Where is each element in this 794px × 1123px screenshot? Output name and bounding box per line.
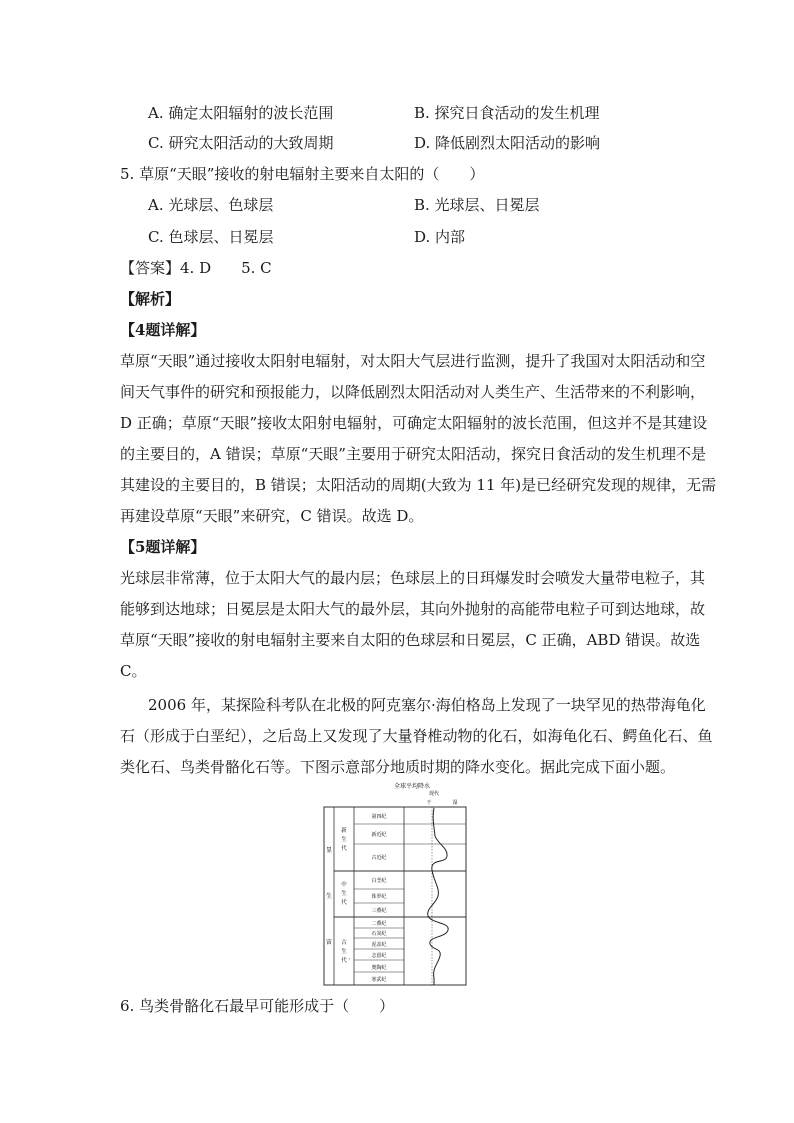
q4-detail-line: 的主要目的，A 错误；草原“天眼”主要用于研究太阳活动，探究日食活动的发生机理不是 [120, 445, 706, 463]
passage-line: 石（形成于白垩纪），之后岛上又发现了大量脊椎动物的化石，如海龟化石、鳄鱼化石、鱼 [120, 727, 713, 745]
era-label: 生 [341, 891, 347, 897]
q4-option-d: D. 降低剧烈太阳活动的影响 [414, 134, 601, 152]
q5-detail-label: 【5题详解】 [120, 538, 206, 556]
eon-label: 显 [325, 847, 333, 854]
precipitation-curve [428, 808, 448, 985]
q5-option-c: C. 色球层、日冕层 [148, 228, 274, 246]
q4-detail-label: 【4题详解】 [120, 321, 206, 339]
q4-detail-line: 再建设草原“天眼”来研究，C 错误。故选 D。 [120, 507, 424, 525]
era-label: 代 [341, 900, 347, 906]
figure-label-wet: 湿 [452, 800, 458, 806]
geologic-precipitation-figure [322, 778, 470, 988]
eon-label: 宙 [325, 939, 333, 946]
era-label: 中 [341, 882, 347, 888]
period-label: 寒武纪 [371, 977, 387, 983]
q4-detail-line: 其建设的主要目的，B 错误；太阳活动的周期(大致为 11 年)是已经研究发现的规律，无需 [120, 476, 717, 494]
q5-option-b: B. 光球层、日冕层 [414, 196, 540, 214]
q4-detail-line: D 正确；草原“天眼”接收太阳射电辐射，可确定太阳辐射的波长范围，但这并不是其建设 [120, 414, 708, 432]
q4-detail-line: 草原“天眼”通过接收太阳射电辐射，对太阳大气层进行监测，提升了我国对太阳活动和空 [120, 352, 706, 370]
q5-stem: 5. 草原“天眼”接收的射电辐射主要来自太阳的（ ） [120, 165, 485, 183]
period-label: 侏罗纪 [371, 894, 387, 900]
period-label: 泥盆纪 [371, 942, 387, 948]
answer-line: 【答案】4. D 5. C [120, 259, 272, 277]
era-label: 新 [341, 828, 347, 834]
period-label: 奥陶纪 [371, 965, 387, 971]
figure-header-top: 全球平均降水 [393, 783, 431, 790]
passage-line: 类化石、鸟类骨骼化石等。下图示意部分地质时期的降水变化。据此完成下面小题。 [120, 758, 676, 776]
figure-label-dry: 干 [426, 800, 432, 806]
analysis-label: 【解析】 [120, 290, 181, 308]
q5-option-d: D. 内部 [414, 228, 466, 246]
q4-option-c: C. 研究太阳活动的大致周期 [148, 134, 334, 152]
eon-label: 生 [325, 893, 333, 900]
period-label: 古近纪 [371, 855, 387, 861]
period-label: 志留纪 [371, 953, 387, 959]
q5-detail-line: 光球层非常薄，位于太阳大气的最内层；色球层上的日珥爆发时会喷发大量带电粒子，其 [120, 569, 706, 587]
q5-option-a: A. 光球层、色球层 [148, 196, 274, 214]
q4-detail-line: 间天气事件的研究和预报能力，以降低剧烈太阳活动对人类生产、生活带来的不利影响， [120, 383, 706, 401]
q6-stem: 6. 鸟类骨骼化石最早可能形成于（ ） [120, 997, 395, 1015]
figure-header-mid: 现代 [428, 791, 440, 797]
period-label: 三叠纪 [371, 908, 387, 914]
period-label: 新近纪 [371, 832, 387, 838]
q4-option-b: B. 探究日食活动的发生机理 [414, 104, 600, 122]
q5-detail-line: 草原“天眼”接收的射电辐射主要来自太阳的色球层和日冕层，C 正确，ABD 错误。故选 [120, 631, 701, 649]
era-label: 代 [341, 846, 347, 852]
period-label: 第四纪 [371, 814, 387, 820]
q5-detail-line: C。 [120, 662, 147, 680]
figure-tick-mark: 、 [348, 955, 354, 961]
era-label: 生 [341, 949, 347, 955]
passage-line: 2006 年，某探险科考队在北极的阿克塞尔·海伯格岛上发现了一块罕见的热带海龟化 [148, 696, 706, 714]
era-label: 代 [341, 958, 347, 964]
q5-detail-line: 能够到达地球；日冕层是太阳大气的最外层，其向外抛射的高能带电粒子可到达地球，故 [120, 600, 706, 618]
period-label: 二叠纪 [371, 921, 387, 927]
era-label: 生 [341, 837, 347, 843]
period-label: 石炭纪 [371, 931, 387, 937]
q4-option-a: A. 确定太阳辐射的波长范围 [148, 104, 334, 122]
era-label: 古 [341, 940, 347, 946]
period-label: 白垩纪 [371, 878, 387, 884]
